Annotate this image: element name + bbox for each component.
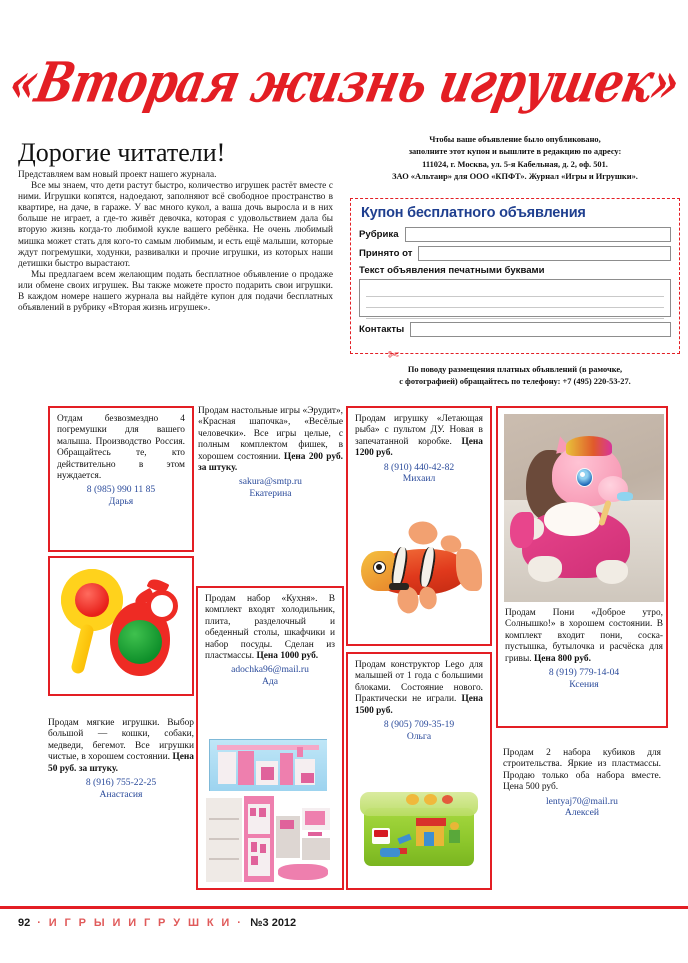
ad-pony-text [505,608,663,690]
footer-rule [0,906,688,909]
kitchen-set-box-photo [209,739,327,791]
footer-page-number: 92 [18,917,31,929]
text-ruler-line [366,297,664,308]
ad-body-text: Продам мягкие игрушки. Выбор большой — кошки, собаки, медведи, бегемот. Все игрушки чистые, в хорошем состоянии. [48,718,194,763]
ad-price: Цена 1200 руб. [355,436,483,459]
ad-board-games [198,406,343,500]
kontakty-input[interactable] [410,322,671,337]
flying-fish-photo [353,513,485,638]
ad-contact-name: Ольга [406,730,432,742]
ad-price: Цена 50 руб. за штуку. [48,752,194,774]
coupon-field-prinyato [359,246,671,261]
paid-ads-line: с фотографией) обращайтесь по телефону: +7 (495) 220-53-27. [399,377,631,386]
intro-paragraph: Представляем вам новый проект нашего журнала. [18,170,217,180]
ad-rattles [48,406,194,552]
text-ruler-line [366,286,664,297]
free-ad-coupon [350,198,680,354]
ad-body [355,414,483,460]
ad-body [198,406,343,474]
ad-price: Цена 1000 руб. [256,651,319,662]
ad-body: Отдам безвозмездно 4 погремушки для вашего малыша. Производство Россия. Обращайтесь те, кто действительно в этом нуждается. [57,414,185,482]
ad-contact-name: Екатерина [249,488,292,500]
ad-body: Продам 2 набора кубиков для строительства. Яркие из пластмассы. Продаю только оба набора вместе. Цена 500 руб. [503,748,661,793]
rattles-photo [48,556,194,696]
text-ruler-line [366,308,664,319]
ad-email[interactable]: adochka96@mail.ru [231,664,309,676]
ad-body-text: Продам игрушку «Летающая рыба» с пультом ДУ. Новая в запечатанной коробке. [355,414,483,447]
coupon-field-rubrika [359,227,671,242]
ad-price: Цена 200 руб. за штуку. [198,451,343,474]
ad-pony [496,406,668,728]
rubrika-input[interactable] [405,227,671,242]
ad-kitchen-set [196,586,344,890]
ad-email[interactable]: lentyaj70@mail.ru [546,795,618,807]
masthead-title: «Вторая жизнь игрушек» [3,51,685,116]
paid-ads-note [350,364,680,388]
ad-contact-name: Михаил [402,473,436,485]
ad-text-input[interactable] [359,279,671,317]
ad-contact-name: Алексей [564,807,600,819]
ad-lego [346,652,492,890]
lego-tub-photo [354,778,484,886]
footer-issue: №3 2012 [250,917,297,929]
ad-contact-name: Анастасия [99,788,143,800]
ad-body [355,660,483,717]
scissors-icon: ✄ [388,347,399,362]
ad-body [205,594,335,662]
ad-soft-toys [48,718,194,800]
coupon-field-kontakty [359,322,671,337]
coupon-instruction-line: 111024, г. Москва, ул. 5-я Кабельная, д. 2, оф. 501. [422,159,608,169]
page-footer [18,917,296,929]
coupon-instruction-line: ЗАО «Альтаир» для ООО «КПФТ». Журнал «Игры и Игрушки». [392,172,638,182]
intro-paragraph: Все мы знаем, что дети растут быстро, количество игрушек растёт вместе с ними. Игрушки копятся, надоедают, заполняют всё свободное пространство в квартире, на даче, в гараже. У вас много кукол, а ваша дочь выросла и в них больше не играет, а где-то живёт девочка, которая с удовольствием дала бы вторую жизнь когда-то любимой кукле вашего ребёнка. Не очень любимый мишка может стать для кого-то самым любимым, и есть ещё малыши, которые ждут погремушки, ходунки, развивалки и прочие игрушки, из которых наши детишки быстро вырастают. [18,181,333,269]
masthead [0,51,688,124]
ad-phone[interactable]: 8 (985) 990 11 85 [86,484,156,496]
ad-contact-name: Дарья [108,496,134,508]
ad-phone[interactable]: 8 (919) 779-14-04 [548,667,620,679]
ad-phone[interactable]: 8 (910) 440-42-82 [383,461,455,473]
coupon-instructions [350,134,680,184]
footer-magazine-name: · И Г Р Ы И И Г Р У Ш К И · [37,917,244,929]
coupon-instruction-line: Чтобы ваше объявление было опубликовано, [429,135,601,144]
ad-email[interactable]: sakura@smtp.ru [239,476,302,488]
ad-cubes [503,748,661,819]
pony-toy-photo [504,414,664,602]
ad-body-text: Продам набор «Кухня». В комплект входят холодильник, плита, разделочный и обеденный столы, шкафчики и набор посуды. Сделан из пластмассы. [205,594,335,662]
ad-phone[interactable]: 8 (905) 709-35-19 [383,719,455,731]
ad-body-text: Продам конструктор Lego для малышей от 1 года с большими блоками. Состояние нового. Практически не играли. [355,660,483,705]
ad-price: Цена 1500 руб. [355,694,483,716]
coupon-label-text: Текст объявления печатными буквами [359,265,545,276]
coupon-title: Купон бесплатного объявления [361,205,586,221]
coupon-label-rubrika: Рубрика [359,229,399,240]
ad-price: Цена 800 руб. [533,653,591,664]
paid-ads-line: По поводу размещения платных объявлений (в рамочке, [407,365,623,374]
coupon-instruction-line: заполните этот купон и вышлите в редакцию по адресу: [408,147,622,157]
ad-contact-name: Ксения [569,678,599,690]
intro-text [18,170,333,314]
coupon-label-kontakty: Контакты [359,324,405,335]
page-title: Дорогие читатели! [18,138,226,167]
ad-flying-fish [346,406,492,646]
intro-paragraph: Мы предлагаем всем желающим подать бесплатное объявление о продаже или обмене своих игрушек. Вы также можете просто подарить свои игрушки. В каждом номере нашего журнала вы найдёте купон для подачи бесплатных объявлений в рубрику «Вторая жизнь игрушек». [18,269,333,314]
ad-phone[interactable]: 8 (916) 755-22-25 [85,777,157,789]
kitchen-set-photo [204,794,332,882]
ad-body [48,718,194,775]
coupon-label-prinyato: Принято от [359,248,413,259]
ad-body-text: Продам Пони «Доброе утро, Солнышко!» в хорошем состоянии. В комплект входит пони, соска-пустышка, бутылочка и расчёска для гривы. [505,608,663,664]
ad-body [505,608,663,665]
ad-contact-name: Ада [261,676,279,688]
ad-body-text: Продам настольные игры «Эрудит», «Красная шапочка», «Весёлые человечки». Все игры целые, с полным комплектом фишек, в хорошем состоянии. [198,406,343,462]
prinyato-input[interactable] [418,246,671,261]
